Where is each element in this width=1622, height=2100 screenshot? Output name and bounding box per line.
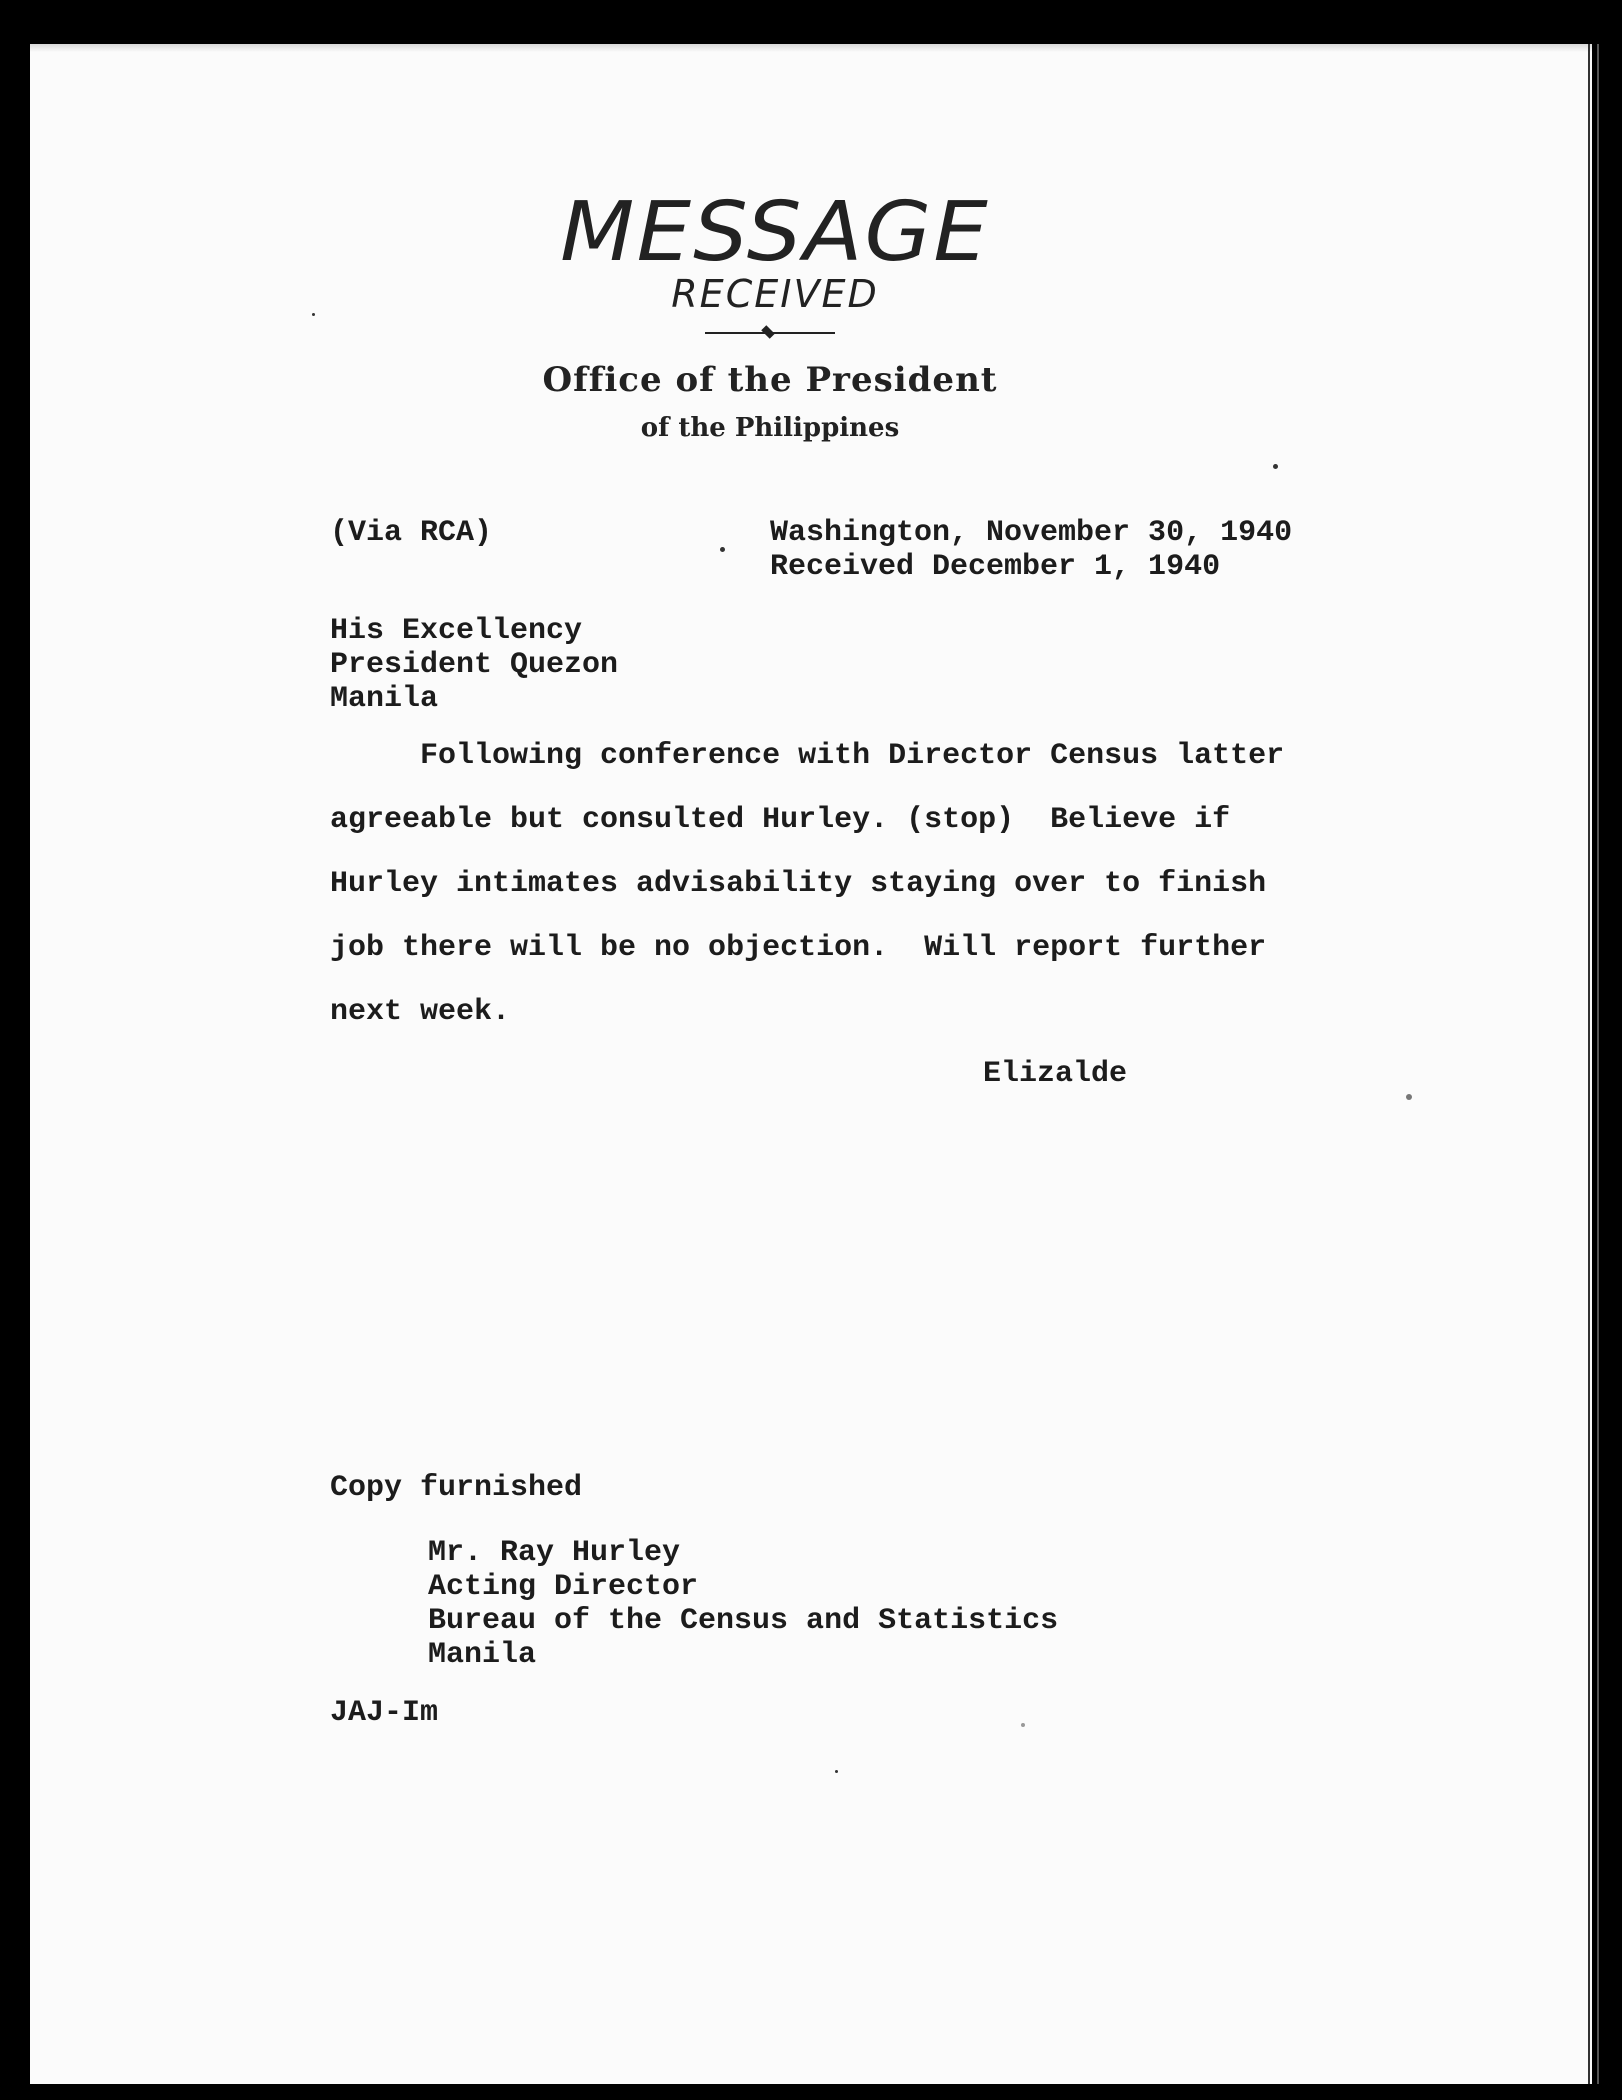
addressee-line: Manila (330, 682, 439, 716)
letterhead-subtitle: RECEIVED (671, 272, 879, 316)
reference-initials: JAJ-Im (330, 1696, 439, 1730)
letterhead-country: of the Philippines (640, 413, 900, 443)
addressee-line: His Excellency (330, 614, 583, 648)
body-line: job there will be no objection. Will report further (330, 931, 1267, 965)
letterhead-office: Office of the President (542, 360, 998, 400)
copy-recipient-line: Manila (428, 1638, 537, 1672)
scan-speck (1273, 464, 1278, 469)
scan-speck (835, 1770, 838, 1773)
scan-speck (720, 547, 725, 552)
page-edge-line (1588, 44, 1590, 2084)
body-line: Following conference with Director Census latter (330, 739, 1285, 773)
body-line: agreeable but consulted Hurley. (stop) Believe if (330, 803, 1231, 837)
via-label: (Via RCA) (330, 516, 493, 550)
scan-speck (1021, 1723, 1025, 1727)
letterhead-title: MESSAGE (560, 185, 990, 280)
body-line: Hurley intimates advisability staying over to finish (330, 867, 1267, 901)
copy-recipient-line: Acting Director (428, 1570, 699, 1604)
copy-recipient-line: Bureau of the Census and Statistics (428, 1604, 1059, 1638)
scan-speck (1406, 1094, 1412, 1100)
scan-speck (312, 313, 315, 316)
sent-date: Washington, November 30, 1940 (770, 516, 1293, 550)
signature: Elizalde (983, 1057, 1128, 1091)
body-line: next week. (330, 995, 511, 1029)
copy-recipient-line: Mr. Ray Hurley (428, 1536, 681, 1570)
copy-furnished-label: Copy furnished (330, 1471, 583, 1505)
page-edge-line (1597, 44, 1599, 2084)
addressee-line: President Quezon (330, 648, 619, 682)
page-top-edge (30, 44, 1592, 52)
received-date: Received December 1, 1940 (770, 550, 1221, 584)
document-page (30, 44, 1592, 2084)
